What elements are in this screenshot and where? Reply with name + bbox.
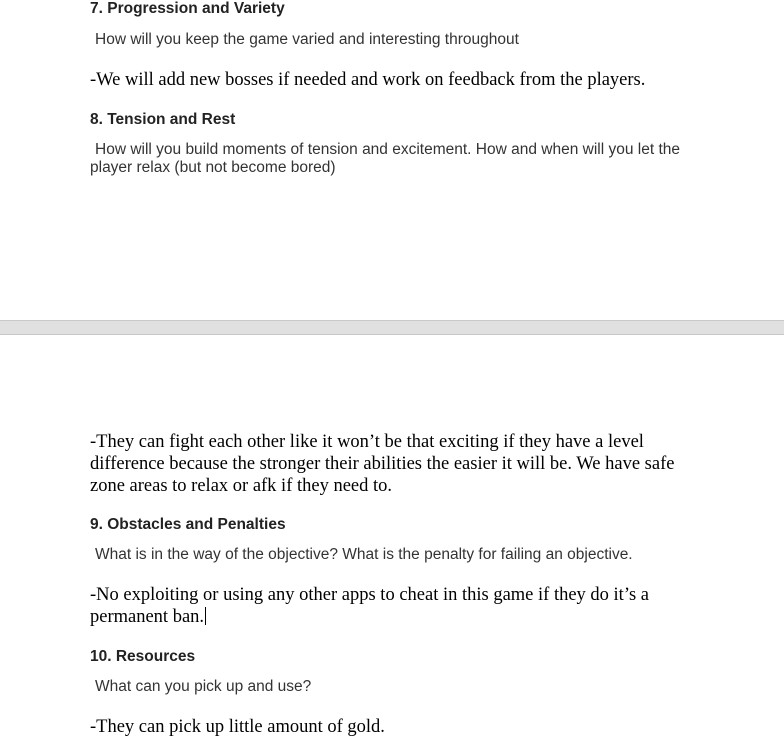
section-9-answer-text: -No exploiting or using any other apps to cheat in this game if they do it’s a permanent ban.	[90, 585, 650, 627]
section-7-prompt: How will you keep the game varied and interesting throughout	[95, 31, 519, 48]
document-page-2[interactable]	[0, 335, 784, 742]
section-9-heading: 9. Obstacles and Penalties	[90, 516, 286, 533]
section-8-prompt: How will you build moments of tension and excitement. How and when will you let the player relax (but not become bored)	[90, 141, 680, 176]
section-8-heading: 8. Tension and Rest	[90, 111, 236, 128]
section-9-prompt: What is in the way of the objective? What is the penalty for failing an objective.	[95, 546, 633, 563]
section-10-prompt: What can you pick up and use?	[95, 678, 312, 695]
document-page-1[interactable]	[0, 0, 784, 320]
section-9-answer[interactable]	[90, 584, 670, 628]
text-cursor	[205, 607, 206, 625]
section-10-answer[interactable]: -They can pick up little amount of gold.	[90, 717, 385, 737]
section-7-answer[interactable]: -We will add new bosses if needed and work on feedback from the players.	[90, 70, 646, 90]
section-8-answer[interactable]: -They can fight each other like it won’t be that exciting if they have a level difference because the stronger their abilities the easier it will be. We have safe zone areas to relax or afk if they need to.	[90, 432, 675, 496]
section-7-heading: 7. Progression and Variety	[90, 0, 285, 17]
section-10-heading: 10. Resources	[90, 648, 196, 665]
page-break-separator	[0, 320, 784, 335]
